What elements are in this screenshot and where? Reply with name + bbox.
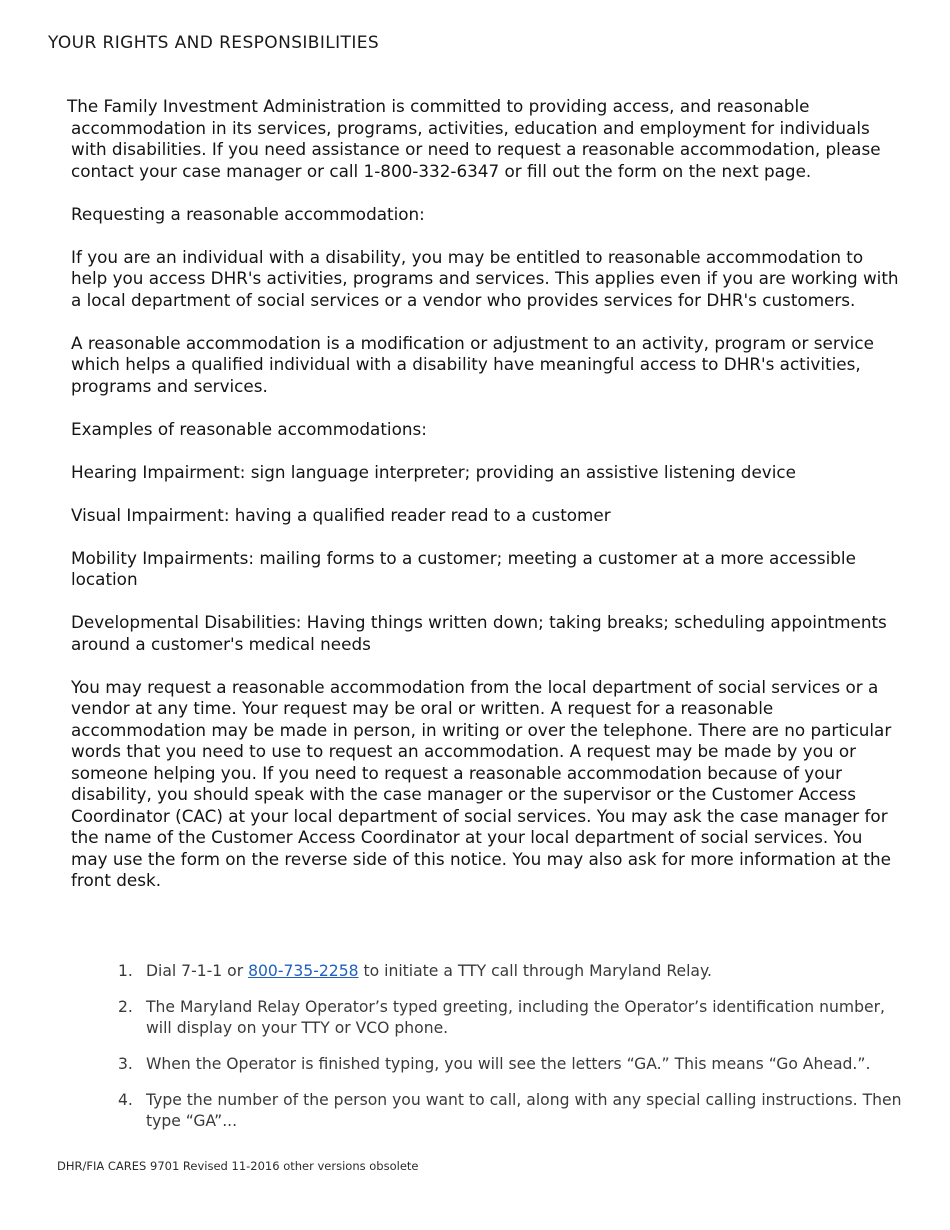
request-info-paragraph: You may request a reasonable accommodation from the local department of social services or a vendor at any time. Your request may be oral or written. A request for a reasonable accommodation may be made in person, in writing or over the telephone. There are no particular words that you need to use to request an accommodation. A request may be made by you or someone helping you. If you need to request a reasonable accommodation because of your disability, you should speak with the case manager or the supervisor or the Customer Access Coordinator (CAC) at your local department of social services. You may ask the case manager for the name of the Customer Access Coordinator at your local department of social services. You may use the form on the reverse side of this notice. You may also ask for more information at the front desk.	[71, 676, 892, 890]
definition-paragraph: A reasonable accommodation is a modification or adjustment to an activity, program or service which helps a qualified individual with a disability have meaningful access to DHR's activities, programs and services.	[71, 332, 874, 396]
step-text-prefix: Dial 7-1-1 or	[146, 962, 249, 980]
step-number: 3.	[118, 1055, 133, 1073]
intro-paragraph: The Family Investment Administration is committed to providing access, and reasonable accommodation in its services, programs, activities, education and employment for individuals with disabilities. If you need assistance or need to request a reasonable accommodation, please contact your case manager or call 1-800-332-6347 or fill out the form on the next page.	[67, 96, 881, 181]
page-title: YOUR RIGHTS AND RESPONSIBILITIES	[48, 33, 380, 53]
requesting-heading: Requesting a reasonable accommodation:	[71, 203, 425, 224]
example-visual: Visual Impairment: having a qualified reader read to a customer	[71, 504, 611, 525]
step-text: Type the number of the person you want to call, along with any special calling instructions. Then type “GA”...	[146, 1091, 902, 1130]
relay-phone-link[interactable]: 800-735-2258	[248, 962, 359, 980]
relay-steps-list	[110, 961, 910, 1147]
step-text-suffix: to initiate a TTY call through Maryland Relay.	[358, 962, 712, 980]
step-number: 4.	[118, 1091, 133, 1109]
list-item	[110, 997, 910, 1039]
list-item	[110, 961, 910, 982]
list-item	[110, 1090, 910, 1132]
step-number: 2.	[118, 998, 133, 1016]
step-text: When the Operator is finished typing, you will see the letters “GA.” This means “Go Ahead.”.	[146, 1055, 871, 1073]
examples-heading: Examples of reasonable accommodations:	[71, 418, 427, 439]
form-footer: DHR/FIA CARES 9701 Revised 11-2016 other versions obsolete	[57, 1159, 419, 1173]
example-hearing: Hearing Impairment: sign language interpreter; providing an assistive listening device	[71, 461, 796, 482]
document-body	[67, 96, 903, 913]
entitlement-paragraph: If you are an individual with a disability, you may be entitled to reasonable accommodation to help you access DHR's activities, programs and services. This applies even if you are working with a local department of social services or a vendor who provides services for DHR's customers.	[71, 246, 899, 310]
step-text: The Maryland Relay Operator’s typed greeting, including the Operator’s identification number, will display on your TTY or VCO phone.	[146, 998, 885, 1037]
list-item	[110, 1054, 910, 1075]
example-developmental: Developmental Disabilities: Having things written down; taking breaks; scheduling appointments around a customer's medical needs	[71, 612, 887, 654]
example-mobility: Mobility Impairments: mailing forms to a customer; meeting a customer at a more accessible location	[71, 547, 856, 589]
step-number: 1.	[118, 962, 133, 980]
